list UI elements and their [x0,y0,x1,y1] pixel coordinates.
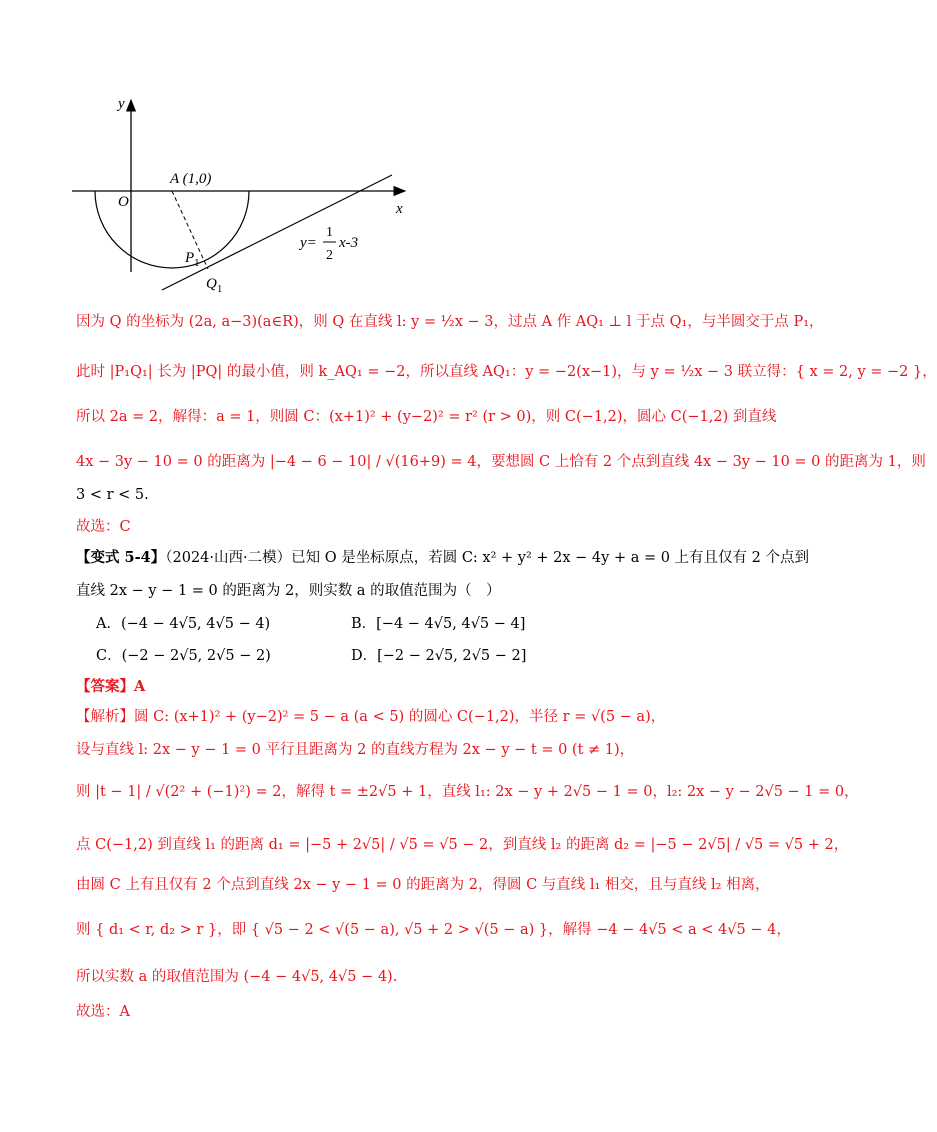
analysis-line2: 设与直线 l: 2x − y − 1 = 0 平行且距离为 2 的直线方程为 2x − y − t = 0 (t ≠ 1)， [76,742,635,758]
solution1-line3: 所以 2a = 2，解得：a = 1，则圆 C：(x+1)² + (y−2)² = r² (r > 0)，则 C(−1,2)，圆心 C(−1,2) 到直线 [76,409,777,425]
option-d: D．[−2 − 2√5, 2√5 − 2] [351,648,527,664]
line-eq-den: 2 [326,248,333,263]
option-a: A．(−4 − 4√5, 4√5 − 4) [96,616,271,632]
analysis-line1: 【解析】圆 C: (x+1)² + (y−2)² = 5 − a (a < 5) 的圆心 C(−1,2)，半径 r = √(5 − a)， [76,709,666,725]
problem-header [76,546,809,567]
option-b: B．[−4 − 4√5, 4√5 − 4] [351,616,526,632]
solution1-line1: 因为 Q 的坐标为 (2a, a−3)(a∈R)，则 Q 在直线 l: y = ½x − 3，过点 A 作 AQ₁ ⊥ l 于点 Q₁，与半圆交于点 P₁， [76,314,824,330]
solution1-line6: 故选：C [76,519,131,535]
line-l [162,175,392,290]
line-eq-left: y= [300,235,317,251]
point-p-label: $P_1$ [185,250,200,269]
analysis-line6: 则 { d₁ < r, d₂ > r }，即 { √5 − 2 < √(5 − a), √5 + 2 > √(5 − a) }，解得 −4 − 4√5 < a < 4√5 − 4， [76,922,791,938]
analysis-line7: 所以实数 a 的取值范围为 (−4 − 4√5, 4√5 − 4). [76,969,398,985]
solution1-line4: 4x − 3y − 10 = 0 的距离为 |−4 − 6 − 10| / √(16+9) = 4，要想圆 C 上恰有 2 个点到直线 4x − 3y − 10 = 0 的距离为 1，则 [76,454,926,470]
analysis-line5: 由圆 C 上有且仅有 2 个点到直线 2x − y − 1 = 0 的距离为 2，得圆 C 与直线 l₁ 相交，且与直线 l₂ 相离， [76,877,770,893]
geometry-figure [0,0,800,300]
option-c: C．(−2 − 2√5, 2√5 − 2) [96,648,271,664]
problem-tag: 【变式 5-4】 [76,549,166,566]
solution1-line2: 此时 |P₁Q₁| 长为 |PQ| 的最小值，则 k_AQ₁ = −2，所以直线 AQ₁：y = −2(x−1)，与 y = ½x − 3 联立得：{ x = 2, y = −2 }， [76,364,937,380]
point-q-label: $Q_1$ [206,276,223,295]
problem-source: （2024·山西·二模） [165,550,292,566]
line-eq-right: x-3 [339,235,359,251]
line-eq-num: 1 [326,225,333,240]
analysis-line8: 故选：A [76,1004,130,1020]
origin-label: O [118,194,129,210]
axis-x-label: x [396,201,403,217]
analysis-line3: 则 |t − 1| / √(2² + (−1)²) = 2，解得 t = ±2√5 + 1，直线 l₁: 2x − y + 2√5 − 1 = 0，l₂: 2x − y − 2√5 − 1 = 0， [76,784,859,800]
solution1-line5: 3 < r < 5. [76,487,149,503]
problem-stem1: 已知 O 是坐标原点，若圆 C: x² + y² + 2x − 4y + a = 0 上有且仅有 2 个点到 [291,550,810,566]
point-a-label: A (1,0) [170,171,212,187]
problem-stem2: 直线 2x − y − 1 = 0 的距离为 2，则实数 a 的取值范围为（ ） [76,583,501,599]
axis-y-label: y [118,96,125,112]
analysis-line4: 点 C(−1,2) 到直线 l₁ 的距离 d₁ = |−5 + 2√5| / √5 = √5 − 2，到直线 l₂ 的距离 d₂ = |−5 − 2√5| / √5 = √5 + 2， [76,837,849,853]
answer-label: 【答案】A [76,678,146,695]
